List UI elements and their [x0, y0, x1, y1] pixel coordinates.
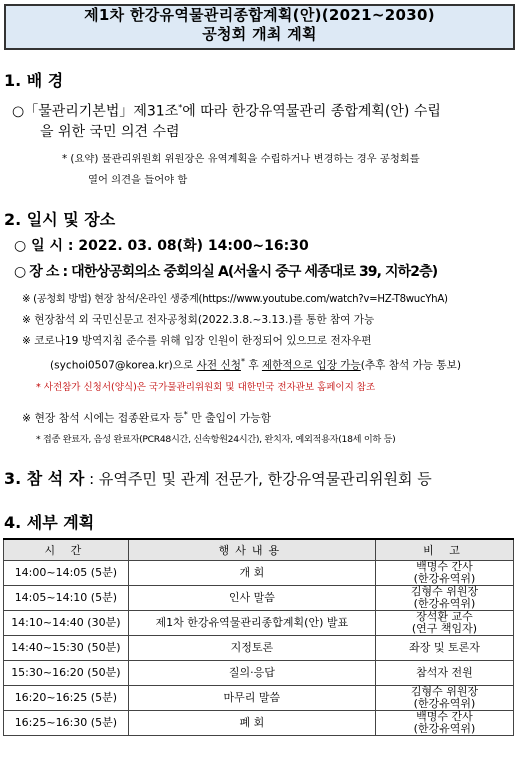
item-3-line1: ※ 코로나19 방역지침 준수를 위해 입장 인원이 한정되어 있으므로 전자우편: [22, 335, 372, 347]
event-cell: 마무리 말씀: [128, 686, 375, 711]
item-2-online: ※ 현장참석 외 국민신문고 전자공청회(2022.3.8.~3.13.)를 통한 참여 가능: [22, 314, 375, 326]
event-cell: 개 회: [128, 561, 375, 586]
event-cell: 지정토론: [128, 636, 375, 661]
section-1-note-line1: * (요약) 물관리위원회 위원장은 유역계획을 수립하거나 변경하는 경우 공청회를: [62, 153, 420, 165]
time-cell: 14:05~14:10 (5분): [4, 586, 129, 611]
event-cell: 폐 회: [128, 711, 375, 736]
table-row: [4, 686, 514, 711]
note-line-2: (연구 책임자): [411, 622, 478, 635]
footnote-mark: *: [240, 357, 245, 366]
item-1-method: ※ (공청회 방법) 현장 참석/온라인 생중계(https://www.youtube.com/watch?v=HZ-T8wucYhA): [22, 294, 448, 305]
note-line-1: 백명수 간사: [416, 710, 473, 723]
title-box: [4, 4, 515, 50]
item-3-connector: 후: [244, 359, 262, 372]
table-row: [4, 611, 514, 636]
note-cell: [375, 586, 513, 611]
pre-register-text: 사전 신청: [196, 359, 241, 372]
item-3-tail: (추후 참석 가능 통보): [360, 359, 462, 372]
note-cell: [375, 561, 513, 586]
time-cell: 14:00~14:05 (5분): [4, 561, 129, 586]
item-4-b: 만 출입이 가능함: [187, 411, 272, 425]
red-footnote: * 사전참가 신청서(양식)은 국가물관리위원회 및 대한민국 전자관보 홈페이지 참조: [36, 382, 376, 393]
section-3-text: : 유역주민 및 관계 전문가, 한강유역물관리위원회 등: [84, 470, 432, 488]
date-line: [14, 236, 309, 256]
table-header-row: [4, 539, 514, 561]
column-header-event: 행사내용: [128, 539, 375, 561]
time-cell: 15:30~16:20 (50분): [4, 661, 129, 686]
event-cell: 제1차 한강유역물관리종합계획(안) 발표: [128, 611, 375, 636]
section-3-heading: 3. 참 석 자: [4, 469, 85, 488]
section-1-bullet-line2: 을 위한 국민 의견 수렴: [40, 124, 180, 140]
event-cell: 질의·응답: [128, 661, 375, 686]
note-cell: 좌장 및 토론자: [375, 636, 513, 661]
place-line: [14, 262, 437, 282]
note-cell: [375, 686, 513, 711]
section-1-bullet-a: ○「물관리기본법」제31조: [12, 103, 179, 120]
column-header-time: 시 간: [4, 539, 129, 561]
table-row: [4, 561, 514, 586]
time-cell: 14:10~14:40 (30분): [4, 611, 129, 636]
note-line-1: 장석환 교수: [416, 610, 473, 623]
section-4-heading: 4. 세부 계획: [4, 513, 95, 532]
item-4: [22, 408, 271, 426]
date-value: 2022. 03. 08(화) 14:00~16:30: [78, 238, 309, 254]
item-4-a: ※ 현장 참석 시에는 접종완료자 등: [22, 411, 184, 425]
note-cell: [375, 611, 513, 636]
note-line-2: (한강유역위): [413, 697, 476, 710]
note-line-1: 백명수 간사: [416, 560, 473, 573]
note-line-1: 김형수 위원장: [410, 685, 479, 698]
limited-entry-text: 제한적으로 입장 가능: [261, 359, 361, 372]
schedule-table: [3, 538, 514, 736]
column-header-note: 비 고: [375, 539, 513, 561]
event-cell: 인사 말씀: [128, 586, 375, 611]
table-row: [4, 586, 514, 611]
email-text: (sychoi0507@korea.kr)으로: [50, 359, 197, 372]
item-3-line2: [50, 355, 461, 373]
note-cell: 참석자 전원: [375, 661, 513, 686]
section-1-heading: 1. 배 경: [4, 71, 64, 90]
date-label: ○ 일 시 :: [14, 238, 79, 254]
footnote-mark: *: [178, 103, 183, 112]
place-label: ○ 장 소 :: [14, 264, 72, 280]
note-line-1: 김형수 위원장: [410, 585, 479, 598]
note-cell: [375, 711, 513, 736]
table-row: [4, 636, 514, 661]
note-line-2: (한강유역위): [413, 722, 476, 735]
footnote-mark: *: [183, 410, 188, 419]
table-row: [4, 711, 514, 736]
section-1-note-line2: 열어 의견을 들어야 함: [88, 174, 188, 186]
section-1-bullet-b: 에 따라 한강유역물관리 종합계획(안) 수립: [182, 103, 441, 120]
note-line-2: (한강유역위): [413, 572, 476, 585]
time-cell: 16:25~16:30 (5분): [4, 711, 129, 736]
section-2-heading: 2. 일시 및 장소: [4, 210, 116, 229]
item-4-note: * 접종 완료자, 음성 완료자(PCR48시간, 신속항원24시간), 완치자, 예외적용자(18세 이하 등): [36, 434, 396, 445]
table-row: [4, 661, 514, 686]
time-cell: 16:20~16:25 (5분): [4, 686, 129, 711]
section-1-bullet: [12, 98, 441, 122]
title-line-1: 제1차 한강유역물관리종합계획(안)(2021~2030): [84, 6, 435, 24]
note-line-2: (한강유역위): [413, 597, 476, 610]
section-3: [4, 466, 432, 489]
time-cell: 14:40~15:30 (50분): [4, 636, 129, 661]
title-line-2: 공청회 개최 계획: [202, 25, 317, 43]
place-value: 대한상공회의소 중회의실 A(서울시 중구 세종대로 39, 지하2층): [71, 264, 438, 280]
